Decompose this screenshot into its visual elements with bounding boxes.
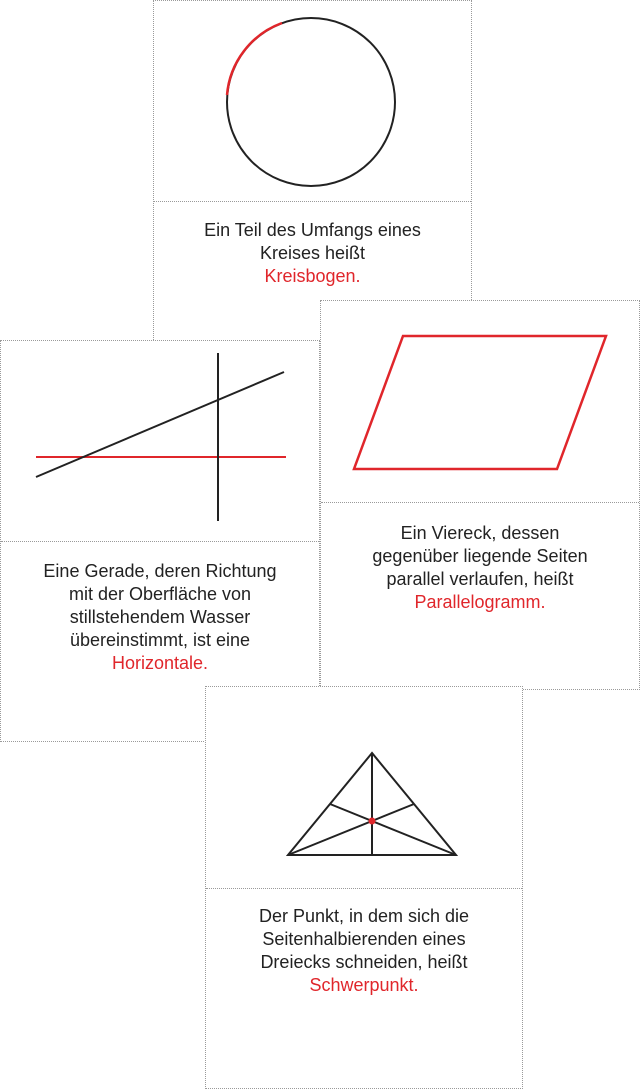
caption-line: Dreiecks schneiden, heißt bbox=[260, 952, 468, 972]
caption-line: parallel verlaufen, heißt bbox=[386, 569, 574, 589]
term-label: Kreisbogen. bbox=[264, 266, 361, 286]
card-centroid bbox=[205, 686, 523, 1089]
arc-highlight bbox=[227, 23, 282, 95]
caption-line: stillstehendem Wasser bbox=[69, 607, 251, 627]
term-label: Schwerpunkt. bbox=[309, 975, 419, 995]
circle-diagram bbox=[154, 1, 471, 201]
term-label: Horizontale. bbox=[111, 653, 209, 673]
parallelogram-figure bbox=[321, 301, 639, 503]
centroid-point bbox=[369, 818, 376, 825]
caption-line: Der Punkt, in dem sich die bbox=[258, 906, 470, 926]
term-label: Parallelogramm. bbox=[414, 592, 546, 612]
diagonal-line bbox=[36, 372, 284, 477]
caption-horizontal bbox=[1, 560, 319, 675]
centroid-figure bbox=[206, 687, 522, 889]
caption-line: mit der Oberfläche von bbox=[68, 584, 252, 604]
caption-line: Eine Gerade, deren Richtung bbox=[43, 561, 277, 581]
parallelogram-shape bbox=[354, 336, 606, 469]
caption-arc bbox=[154, 219, 471, 288]
circle-figure bbox=[154, 1, 471, 202]
parallelogram-diagram bbox=[321, 301, 639, 502]
caption-line: Ein Viereck, dessen bbox=[400, 523, 560, 543]
caption-line: Seitenhalbierenden eines bbox=[262, 929, 466, 949]
caption-line: Ein Teil des Umfangs eines bbox=[204, 220, 421, 240]
horizontal-diagram bbox=[1, 341, 319, 541]
caption-centroid bbox=[206, 905, 522, 997]
centroid-diagram bbox=[206, 687, 522, 888]
caption-line: Kreises heißt bbox=[259, 243, 366, 263]
caption-line: übereinstimmt, ist eine bbox=[69, 630, 251, 650]
caption-line: gegenüber liegende Seiten bbox=[372, 546, 588, 566]
card-parallelogram bbox=[320, 300, 640, 690]
caption-parallelogram bbox=[321, 522, 639, 614]
horizontal-figure bbox=[1, 341, 319, 542]
card-horizontal bbox=[0, 340, 320, 742]
